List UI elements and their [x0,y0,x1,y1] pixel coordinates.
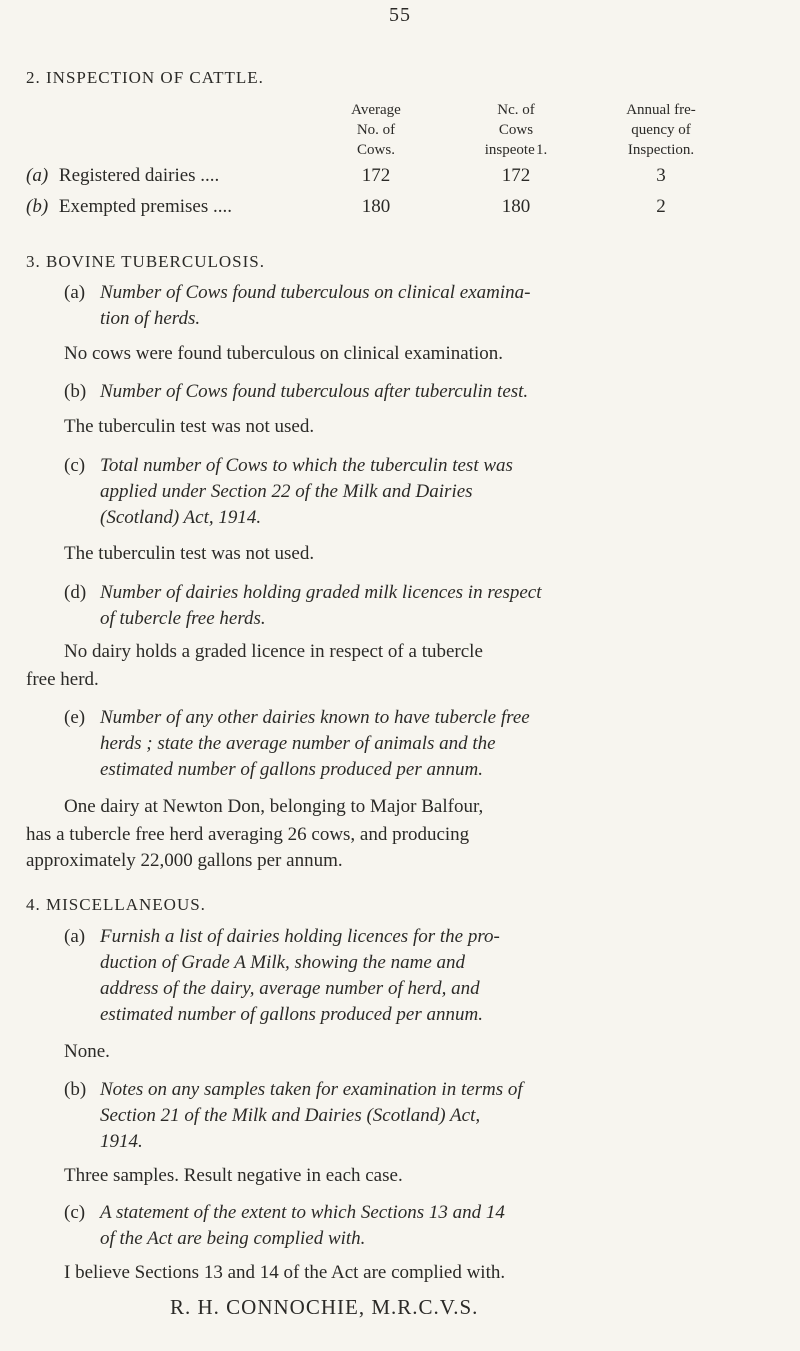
column-header-average-cows [301,100,451,160]
question-3c [64,453,720,531]
question-text: Number of Cows found tuberculous on clinical examina- tion of herds. [100,282,531,329]
question-text: Notes on any samples taken for examination in terms of Section 21 of the Milk and Dairies (Scotland) Act, 1914. [100,1079,523,1152]
question-3e [64,705,720,783]
column-header-line: Cows. [357,142,395,158]
column-header-line: Nc. of [497,102,535,118]
question-3a [64,280,690,332]
page-number: 55 [389,4,411,26]
section-3-heading: 3. BOVINE TUBERCULOSIS. [26,252,265,271]
question-3d [64,580,720,632]
column-header-line: Annual fre- [626,102,696,118]
question-3b [64,379,720,405]
table-cell: 3 [656,165,666,186]
question-4a [64,924,720,1028]
question-text: Number of Cows found tuberculous after tuberculin test. [100,381,529,402]
question-letter: (b) [64,381,87,402]
row-label: Exempted premises .... [58,196,232,217]
question-letter: (a) [64,926,86,947]
answer-3e: One dairy at Newton Don, belonging to Major Balfour, [64,796,484,817]
row-letter: (a) [26,165,49,186]
question-letter: (a) [64,282,86,303]
answer-3d-continued: free herd. [26,669,99,690]
question-letter: (e) [64,707,86,728]
answer-3a: No cows were found tuberculous on clinical examination. [64,343,503,364]
table-cell: 180 [501,196,531,217]
table-cell: 172 [361,165,391,186]
section-4-heading: 4. MISCELLANEOUS. [26,895,206,914]
question-text: Number of any other dairies known to have tubercle free herds ; state the average number of animals and the estimated number of gallons produced per annum. [100,707,530,780]
column-header-line: Cows [498,122,534,138]
table-cell: 172 [501,165,531,186]
question-text: A statement of the extent to which Sections 13 and 14 of the Act are being complied with. [100,1202,505,1249]
answer-4b: Three samples. Result negative in each case. [64,1165,403,1186]
question-letter: (d) [64,582,87,603]
answer-4a: None. [64,1041,110,1062]
answer-4c: I believe Sections 13 and 14 of the Act are complied with. [64,1262,506,1283]
question-letter: (b) [64,1079,87,1100]
question-letter: (c) [64,455,86,476]
column-header-line: No. of [356,122,396,138]
column-header-line: inspeote 1. [484,142,548,158]
signature: R. H. CONNOCHIE, M.R.C.V.S. [170,1295,479,1319]
question-text: Number of dairies holding graded milk licences in respect of tubercle free herds. [100,582,542,629]
answer-3c: The tuberculin test was not used. [64,543,315,564]
question-4c [64,1200,720,1252]
question-4b [64,1077,720,1155]
column-header-inspection-frequency [586,100,736,160]
question-text: Total number of Cows to which the tuberculin test was applied under Section 22 of the Milk and Dairies (Scotland) Act, 1914. [100,455,513,528]
table-row-registered-dairies [26,165,219,187]
column-header-cows-inspected [441,100,591,160]
section-2-heading: 2. INSPECTION OF CATTLE. [26,68,264,87]
column-header-line: Inspection. [627,142,695,158]
answer-3b: The tuberculin test was not used. [64,416,315,437]
question-text: Furnish a list of dairies holding licences for the pro- duction of Grade A Milk, showing the name and address of the dairy, average number of herd, and estimated number of gallons produced per annum. [100,926,500,1025]
row-label: Registered dairies .... [58,165,220,186]
answer-3d: No dairy holds a graded licence in respect of a tubercle [64,641,483,662]
table-cell: 180 [361,196,391,217]
table-cell: 2 [656,196,666,217]
answer-3e-continued: has a tubercle free herd averaging 26 cows, and producing approximately 22,000 gallons per annum. [26,824,470,871]
question-letter: (c) [64,1202,86,1223]
row-letter: (b) [26,196,49,217]
table-row-exempted-premises [26,196,232,218]
column-header-line: Average [351,102,401,118]
column-header-line: quency of [631,122,691,138]
